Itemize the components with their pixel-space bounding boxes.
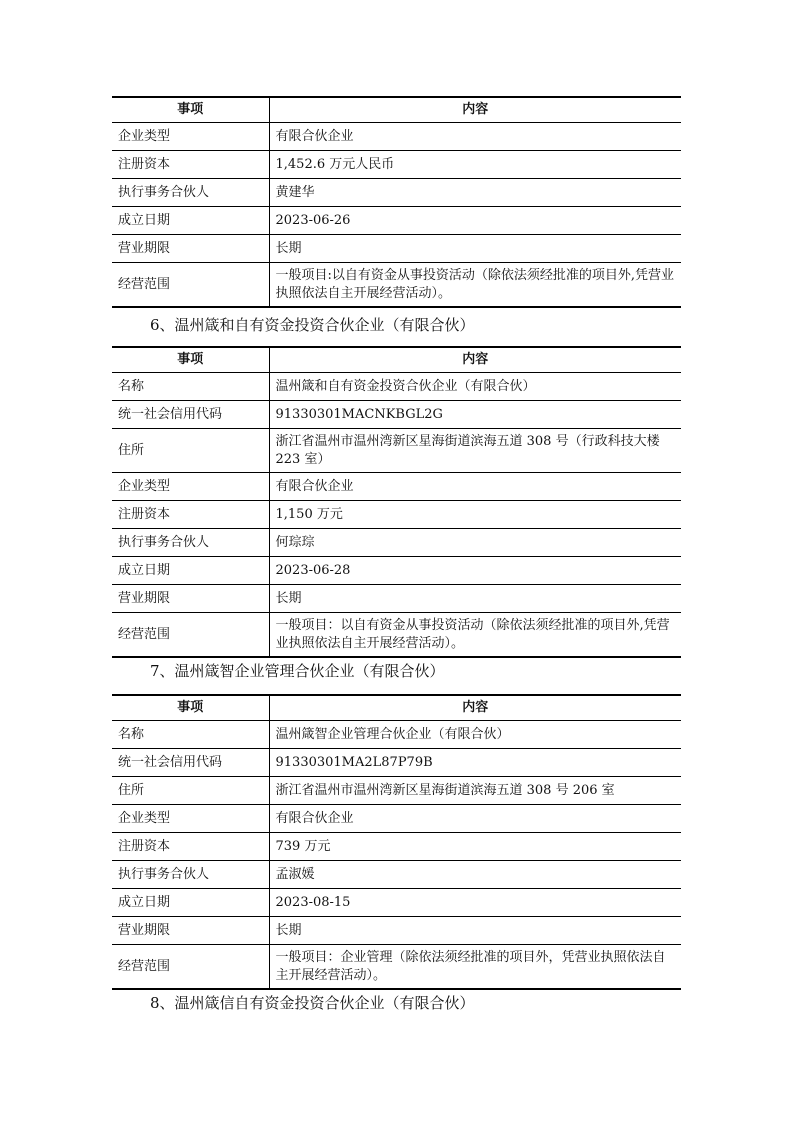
row-value: 91330301MACNKBGL2G bbox=[269, 401, 681, 429]
row-label: 经营范围 bbox=[112, 263, 269, 308]
row-label: 企业类型 bbox=[112, 473, 269, 501]
header-item: 事项 bbox=[112, 97, 269, 123]
row-value: 2023-06-26 bbox=[269, 207, 681, 235]
row-label: 注册资本 bbox=[112, 501, 269, 529]
row-value: 有限合伙企业 bbox=[269, 473, 681, 501]
row-label: 统一社会信用代码 bbox=[112, 401, 269, 429]
row-label: 企业类型 bbox=[112, 805, 269, 833]
row-value: 739 万元 bbox=[269, 833, 681, 861]
row-value: 1,150 万元 bbox=[269, 501, 681, 529]
section-8-title: 8、温州箴信自有资金投资合伙企业（有限合伙） bbox=[150, 994, 475, 1012]
company-info-table-1 bbox=[112, 96, 681, 308]
row-label: 注册资本 bbox=[112, 151, 269, 179]
row-label: 统一社会信用代码 bbox=[112, 749, 269, 777]
row-value: 一般项目：企业管理（除依法须经批准的项目外，凭营业执照依法自主开展经营活动）。 bbox=[269, 945, 681, 990]
row-value: 长期 bbox=[269, 585, 681, 613]
row-value: 长期 bbox=[269, 235, 681, 263]
row-label: 经营范围 bbox=[112, 945, 269, 990]
row-value: 浙江省温州市温州湾新区星海街道滨海五道 308 号 206 室 bbox=[269, 777, 681, 805]
row-label: 住所 bbox=[112, 777, 269, 805]
row-value: 孟淑媛 bbox=[269, 861, 681, 889]
row-value: 2023-06-28 bbox=[269, 557, 681, 585]
section-7-title: 7、温州箴智企业管理合伙企业（有限合伙） bbox=[150, 662, 445, 680]
row-value: 温州箴智企业管理合伙企业（有限合伙） bbox=[269, 721, 681, 749]
row-label: 企业类型 bbox=[112, 123, 269, 151]
row-value: 有限合伙企业 bbox=[269, 805, 681, 833]
row-value: 浙江省温州市温州湾新区星海街道滨海五道 308 号（行政科技大楼 223 室） bbox=[269, 429, 681, 473]
row-label: 执行事务合伙人 bbox=[112, 179, 269, 207]
row-value: 91330301MA2L87P79B bbox=[269, 749, 681, 777]
company-info-table-3 bbox=[112, 694, 681, 990]
row-value: 2023-08-15 bbox=[269, 889, 681, 917]
header-item: 事项 bbox=[112, 347, 269, 373]
section-6-title: 6、温州箴和自有资金投资合伙企业（有限合伙） bbox=[150, 316, 475, 334]
row-label: 执行事务合伙人 bbox=[112, 529, 269, 557]
row-label: 成立日期 bbox=[112, 889, 269, 917]
row-label: 住所 bbox=[112, 429, 269, 473]
header-content: 内容 bbox=[269, 97, 681, 123]
row-value: 温州箴和自有资金投资合伙企业（有限合伙） bbox=[269, 373, 681, 401]
company-info-table-2 bbox=[112, 346, 681, 658]
row-label: 营业期限 bbox=[112, 917, 269, 945]
row-label: 成立日期 bbox=[112, 557, 269, 585]
header-content: 内容 bbox=[269, 695, 681, 721]
row-value: 一般项目:以自有资金从事投资活动（除依法须经批准的项目外,凭营业执照依法自主开展经营活动）。 bbox=[269, 263, 681, 308]
row-label: 注册资本 bbox=[112, 833, 269, 861]
row-value: 1,452.6 万元人民币 bbox=[269, 151, 681, 179]
row-label: 执行事务合伙人 bbox=[112, 861, 269, 889]
row-value: 一般项目：以自有资金从事投资活动（除依法须经批准的项目外,凭营业执照依法自主开展经营活动）。 bbox=[269, 613, 681, 658]
row-label: 营业期限 bbox=[112, 235, 269, 263]
row-value: 有限合伙企业 bbox=[269, 123, 681, 151]
row-label: 营业期限 bbox=[112, 585, 269, 613]
row-value: 黄建华 bbox=[269, 179, 681, 207]
row-label: 名称 bbox=[112, 721, 269, 749]
row-label: 名称 bbox=[112, 373, 269, 401]
header-item: 事项 bbox=[112, 695, 269, 721]
header-content: 内容 bbox=[269, 347, 681, 373]
row-label: 经营范围 bbox=[112, 613, 269, 658]
row-label: 成立日期 bbox=[112, 207, 269, 235]
row-value: 何琮琮 bbox=[269, 529, 681, 557]
row-value: 长期 bbox=[269, 917, 681, 945]
